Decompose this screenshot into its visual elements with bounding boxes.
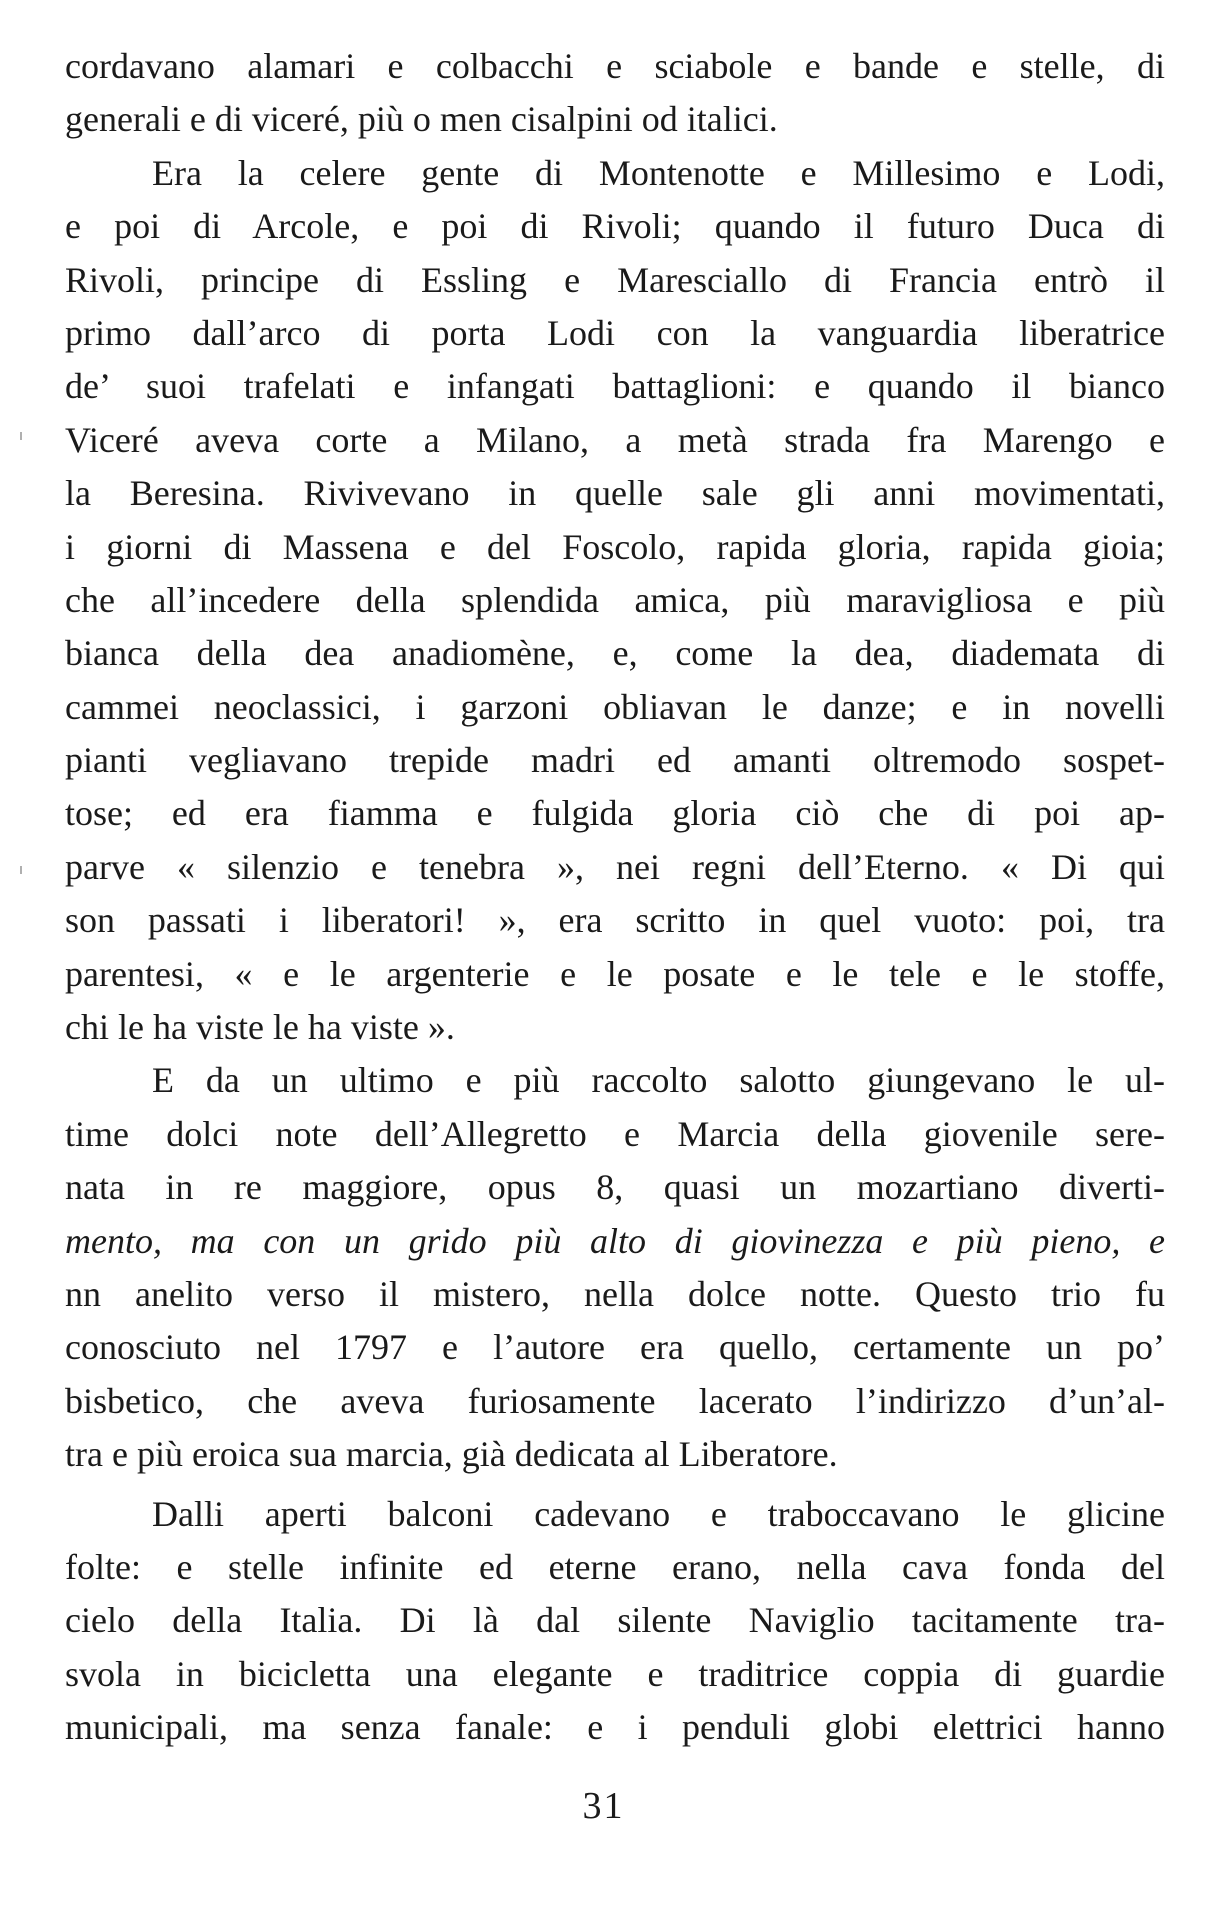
text-line: son passati i liberatori! », era scritto in quel vuoto: poi, tra (65, 900, 1165, 941)
text-line: E da un ultimo e più raccolto salotto giungevano le ul- (152, 1060, 1165, 1101)
paragraph (65, 147, 1165, 1055)
text-line: chi le ha viste le ha viste ». (65, 1007, 455, 1048)
paragraph (65, 1488, 1165, 1755)
text-line: che all’incedere della splendida amica, più maravigliosa e più (65, 579, 1165, 620)
scan-mark (20, 432, 22, 440)
text-line: Dalli aperti balconi cadevano e traboccavano le glicine (152, 1493, 1165, 1534)
text-line: de’ suoi trafelati e infangati battaglioni: e quando il bianco (65, 366, 1165, 407)
text-line: tose; ed era fiamma e fulgida gloria ciò che di poi ap- (65, 793, 1165, 834)
paragraph (65, 40, 1165, 147)
text-line: Viceré aveva corte a Milano, a metà strada fra Marengo e (65, 419, 1165, 460)
text-body (65, 40, 1165, 1755)
text-line: bisbetico, che aveva furiosamente lacerato l’indirizzo d’un’al- (65, 1380, 1165, 1421)
text-line: municipali, ma senza fanale: e i penduli globi elettrici hanno (65, 1707, 1165, 1748)
text-line: nata in re maggiore, opus 8, quasi un mozartiano diverti- (65, 1167, 1165, 1208)
text-line: cordavano alamari e colbacchi e sciabole e bande e stelle, di (65, 46, 1165, 86)
text-line: Era la celere gente di Montenotte e Millesimo e Lodi, (152, 152, 1165, 193)
text-line: tra e più eroica sua marcia, già dedicata al Liberatore. (65, 1434, 838, 1475)
text-line: la Beresina. Rivivevano in quelle sale gli anni movimentati, (65, 473, 1165, 514)
paragraph (65, 1054, 1165, 1481)
text-line: e poi di Arcole, e poi di Rivoli; quando il futuro Duca di (65, 206, 1165, 247)
text-line: i giorni di Massena e del Foscolo, rapida gloria, rapida gioia; (65, 526, 1165, 567)
text-line: pianti vegliavano trepide madri ed amanti oltremodo sospet- (65, 740, 1165, 781)
text-line: svola in bicicletta una elegante e traditrice coppia di guardie (65, 1653, 1165, 1694)
text-line: mento, ma con un grido più alto di giovinezza e più pieno, e (65, 1220, 1165, 1261)
text-line: cielo della Italia. Di là dal silente Naviglio tacitamente tra- (65, 1600, 1165, 1641)
page-number: 31 (582, 1785, 625, 1827)
text-line: bianca della dea anadiomène, e, come la dea, diademata di (65, 633, 1165, 674)
text-line: Rivoli, principe di Essling e Maresciallo di Francia entrò il (65, 259, 1165, 300)
text-line: parve « silenzio e tenebra », nei regni dell’Eterno. « Di qui (65, 846, 1165, 887)
text-line: conosciuto nel 1797 e l’autore era quello, certamente un po’ (65, 1327, 1165, 1368)
text-line: generali e di viceré, più o men cisalpini od italici. (65, 99, 778, 140)
text-line: parentesi, « e le argenterie e le posate e le tele e le stoffe, (65, 953, 1165, 994)
text-line: folte: e stelle infinite ed eterne erano, nella cava fonda del (65, 1546, 1165, 1587)
text-line: time dolci note dell’Allegretto e Marcia della giovenile sere- (65, 1113, 1165, 1154)
text-line: nn anelito verso il mistero, nella dolce notte. Questo trio fu (65, 1273, 1165, 1314)
text-line: cammei neoclassici, i garzoni obliavan le danze; e in novelli (65, 686, 1165, 727)
text-line: primo dall’arco di porta Lodi con la vanguardia liberatrice (65, 312, 1165, 353)
scan-mark (20, 866, 22, 874)
